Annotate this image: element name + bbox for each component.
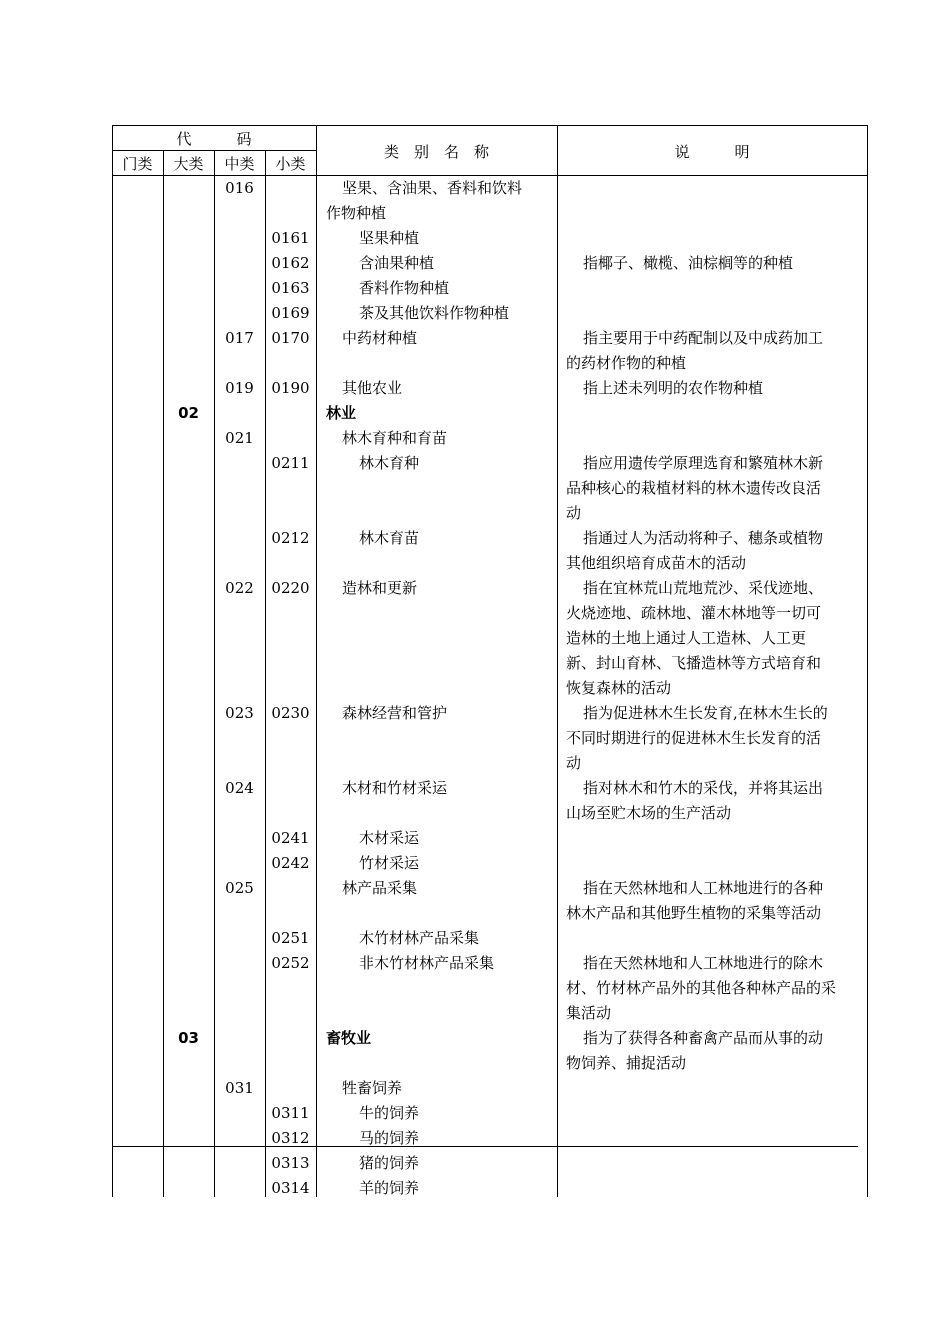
category-name: 牲畜饲养 xyxy=(342,1079,403,1097)
category-name: 茶及其他饮料作物种植 xyxy=(359,304,510,322)
category-name: 牛的饲养 xyxy=(359,1104,420,1122)
table-top-border xyxy=(112,125,868,126)
major-code: 02 xyxy=(178,404,199,422)
medium-code: 024 xyxy=(225,779,254,797)
category-name: 其他农业 xyxy=(342,379,403,397)
category-name: 马的饲养 xyxy=(359,1129,420,1147)
description-line: 指在天然林地和人工林地进行的除木 xyxy=(583,954,824,972)
description-line: 指为促进林木生长发育,在林木生长的 xyxy=(583,704,828,722)
medium-code: 016 xyxy=(225,179,254,197)
description-line: 指对林木和竹木的采伐，并将其运出 xyxy=(583,779,824,797)
category-name: 畜牧业 xyxy=(326,1029,372,1047)
description-line: 其他组织培育成苗木的活动 xyxy=(566,554,747,572)
category-name: 作物种植 xyxy=(326,204,387,222)
category-name: 木材和竹材采运 xyxy=(342,779,448,797)
description-line: 火烧迹地、疏林地、灌木林地等一切可 xyxy=(566,604,822,622)
minor-code: 0163 xyxy=(271,279,310,297)
table-left-border xyxy=(112,125,113,1197)
minor-code: 0241 xyxy=(271,829,310,847)
description-line: 山场至贮木场的生产活动 xyxy=(566,804,732,822)
category-name: 林业 xyxy=(326,404,357,422)
category-name: 含油果种植 xyxy=(359,254,435,272)
minor-code: 0211 xyxy=(271,454,310,472)
description-line: 不同时期进行的促进林木生长发育的活 xyxy=(566,729,822,747)
minor-code: 0212 xyxy=(271,529,310,547)
description-line: 品种核心的栽植材料的林木遗传改良活 xyxy=(566,479,822,497)
category-name: 竹材采运 xyxy=(359,854,420,872)
category-name: 非木竹材林产品采集 xyxy=(359,954,495,972)
header-minor: 小类 xyxy=(275,155,306,173)
header-medium: 中类 xyxy=(224,155,255,173)
description-line: 指椰子、橄榄、油棕榈等的种植 xyxy=(583,254,794,272)
category-name: 造林和更新 xyxy=(342,579,418,597)
category-name: 中药材种植 xyxy=(342,329,418,347)
category-name: 坚果种植 xyxy=(359,229,420,247)
description-line: 材、竹材林产品外的其他各种林产品的采 xyxy=(566,979,837,997)
description-line: 集活动 xyxy=(566,1004,612,1022)
description-line: 物饲养、捕捉活动 xyxy=(566,1054,687,1072)
medium-code: 022 xyxy=(225,579,254,597)
minor-code: 0169 xyxy=(271,304,310,322)
description-line: 林木产品和其他野生植物的采集等活动 xyxy=(566,904,822,922)
minor-code: 0190 xyxy=(271,379,310,397)
header-category-name: 类 别 名 称 xyxy=(383,143,489,161)
medium-code: 019 xyxy=(225,379,254,397)
medium-code: 025 xyxy=(225,879,254,897)
description-line: 指主要用于中药配制以及中成药加工 xyxy=(583,329,824,347)
minor-code: 0162 xyxy=(271,254,310,272)
header-major: 大类 xyxy=(173,155,204,173)
description-line: 恢复森林的活动 xyxy=(566,679,672,697)
minor-code: 0242 xyxy=(271,854,310,872)
minor-code: 0314 xyxy=(271,1179,310,1197)
description-line: 的药材作物的种植 xyxy=(566,354,687,372)
description-line: 指在宜林荒山荒地荒沙、采伐迹地、 xyxy=(583,579,824,597)
description-line: 新、封山育林、飞播造林等方式培育和 xyxy=(566,654,822,672)
minor-code: 0311 xyxy=(271,1104,310,1122)
minor-code: 0313 xyxy=(271,1154,310,1172)
category-name: 木竹材林产品采集 xyxy=(359,929,480,947)
description-line: 指应用遗传学原理选育和繁殖林木新 xyxy=(583,454,824,472)
category-name: 森林经营和管护 xyxy=(342,704,448,722)
minor-code: 0312 xyxy=(271,1129,310,1147)
description-line: 造林的土地上通过人工造林、人工更 xyxy=(566,629,807,647)
category-name: 林木育种 xyxy=(359,454,420,472)
medium-code: 031 xyxy=(225,1079,254,1097)
minor-code: 0230 xyxy=(271,704,310,722)
minor-code: 0170 xyxy=(271,329,310,347)
header-code: 代 码 xyxy=(176,130,252,148)
minor-code: 0251 xyxy=(271,929,310,947)
description-line: 动 xyxy=(566,504,582,522)
description-line: 指通过人为活动将种子、穗条或植物 xyxy=(583,529,824,547)
minor-code: 0161 xyxy=(271,229,310,247)
minor-code: 0220 xyxy=(271,579,310,597)
minor-code: 0252 xyxy=(271,954,310,972)
table-right-border xyxy=(867,125,868,1197)
col-divider-medium xyxy=(214,150,215,1197)
description-line: 指上述未列明的农作物种植 xyxy=(583,379,764,397)
category-name: 林产品采集 xyxy=(342,879,418,897)
medium-code: 017 xyxy=(225,329,254,347)
category-name: 林木育苗 xyxy=(359,529,420,547)
col-divider-name xyxy=(316,125,317,1197)
description-line: 动 xyxy=(566,754,582,772)
category-name: 林木育种和育苗 xyxy=(342,429,448,447)
header-description: 说 明 xyxy=(674,143,750,161)
description-line: 指为了获得各种畜禽产品而从事的动 xyxy=(583,1029,824,1047)
major-code: 03 xyxy=(178,1029,199,1047)
category-name: 猪的饲养 xyxy=(359,1154,420,1172)
medium-code: 023 xyxy=(225,704,254,722)
category-name: 香料作物种植 xyxy=(359,279,450,297)
header-door: 门类 xyxy=(122,155,153,173)
col-divider-desc xyxy=(557,125,558,1197)
category-name: 羊的饲养 xyxy=(359,1179,420,1197)
page-break-line xyxy=(112,1146,858,1147)
medium-code: 021 xyxy=(225,429,254,447)
description-line: 指在天然林地和人工林地进行的各种 xyxy=(583,879,824,897)
category-name: 坚果、含油果、香料和饮料 xyxy=(342,179,523,197)
category-name: 木材采运 xyxy=(359,829,420,847)
